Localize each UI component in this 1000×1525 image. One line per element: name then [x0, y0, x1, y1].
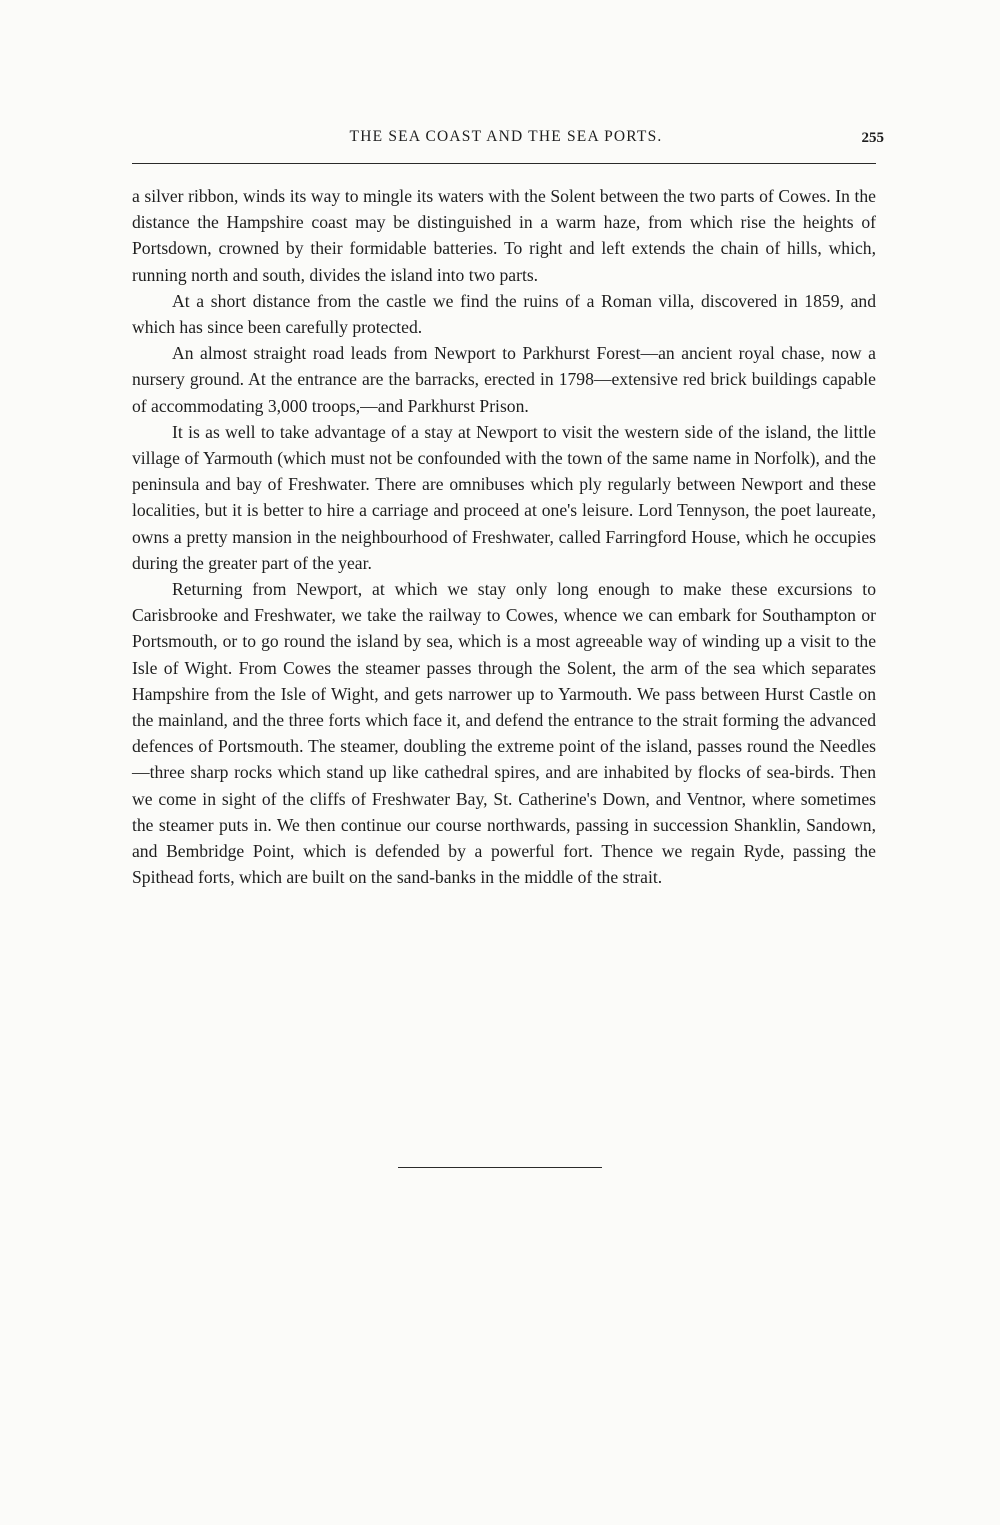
paragraph: It is as well to take advantage of a stay at Newport to visit the western side of the island, the little village of Yarmouth (which must not be confounded with the town of the same name in Norfolk), and the peninsula and bay of Freshwater. There are omnibuses which ply regularly between Newport and these localities, but it is better to hire a carriage and proceed at one's leisure. Lord Tennyson, the poet laureate, owns a pretty mansion in the neighbourhood of Freshwater, called Farringford House, which he occupies during the greater part of the year.: [132, 421, 876, 573]
paragraph: At a short distance from the castle we find the ruins of a Roman villa, discovered in 1859, and which has since been carefully protected.: [132, 290, 876, 338]
running-head: [132, 128, 884, 154]
section-end-rule: [398, 1167, 602, 1168]
paragraph: An almost straight road leads from Newport to Parkhurst Forest—an ancient royal chase, now a nursery ground. At the entrance are the barracks, erected in 1798—extensive red brick buildings capable of accommodating 3,000 troops,—and Parkhurst Prison.: [132, 343, 876, 416]
body-text: [132, 183, 876, 890]
header-rule: [132, 163, 876, 164]
page-number: 255: [861, 130, 884, 146]
paragraph: Returning from Newport, at which we stay only long enough to make these excursions to Carisbrooke and Freshwater, we take the railway to Cowes, whence we can embark for Southampton or Portsmouth, or to go round the island by sea, which is a most agreeable way of winding up a visit to the Isle of Wight. From Cowes the steamer passes through the Solent, the arm of the sea which separates Hampshire from the Isle of Wight, and gets narrower up to Yarmouth. We pass between Hurst Castle on the mainland, and the three forts which face it, and defend the entrance to the strait forming the advanced defences of Portsmouth. The steamer, doubling the extreme point of the island, passes round the Needles—three sharp rocks which stand up like cathedral spires, and are inhabited by flocks of sea-birds. Then we come in sight of the cliffs of Freshwater Bay, St. Catherine's Down, and Ventnor, where sometimes the steamer puts in. We then continue our course northwards, passing in succession Shanklin, Sandown, and Bembridge Point, which is defended by a powerful fort. Thence we regain Ryde, passing the Spithead forts, which are built on the sand-banks in the middle of the strait.: [132, 579, 876, 888]
paragraph-continued: a silver ribbon, winds its way to mingle its waters with the Solent between the two parts of Cowes. In the distance the Hampshire coast may be distinguished in a warm haze, from which rise the heights of Portsdown, crowned by their formidable batteries. To right and left extends the chain of hills, which, running north and south, divides the island into two parts.: [132, 186, 876, 285]
running-head-title: THE SEA COAST AND THE SEA PORTS.: [349, 128, 663, 145]
